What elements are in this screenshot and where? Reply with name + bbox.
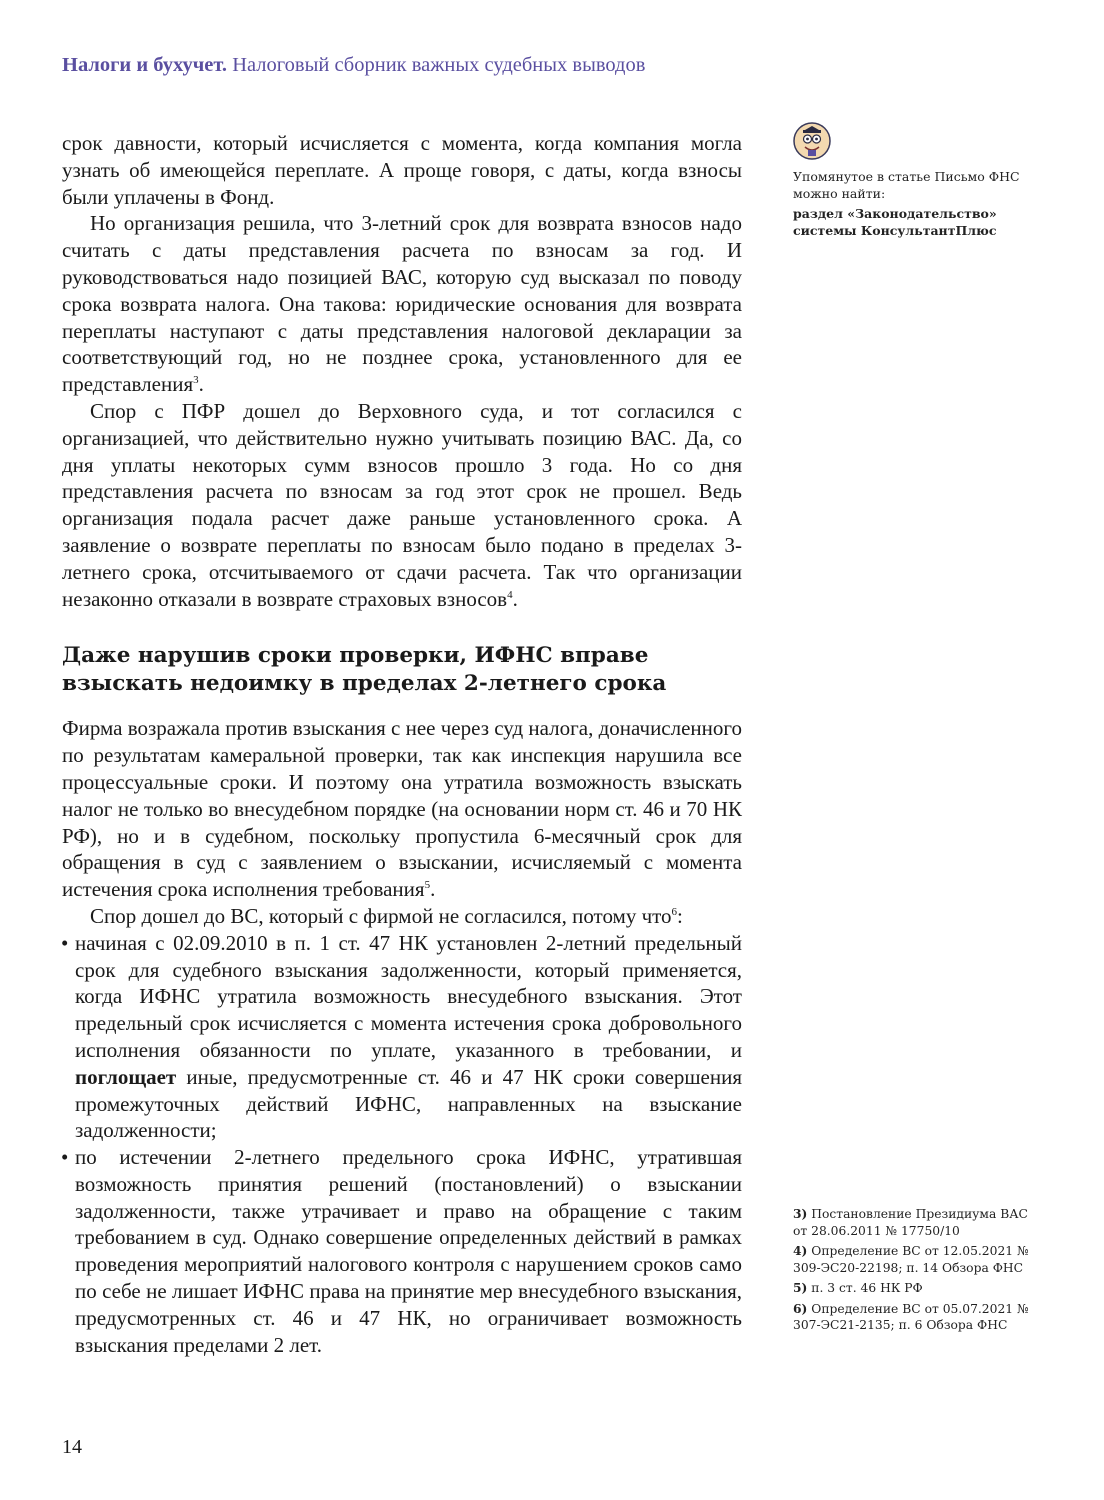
punctuation: . (512, 586, 518, 611)
footnote-number: 6) (793, 1300, 808, 1316)
paragraph (62, 903, 742, 930)
article-body (62, 130, 742, 1358)
paragraph-text: срок давности, который исчисляется с момента, когда компания могла узнать об имеющейся переплате. А проще говоря, с даты, когда взносы были уплачены в Фонд. (62, 131, 742, 209)
footnote (793, 1206, 1033, 1239)
footnotes (793, 1206, 1033, 1338)
page-number: 14 (62, 1436, 82, 1458)
paragraph-text: Но организация решила, что 3-летний срок для возврата взносов надо считать с даты представления расчета по взносам за год. И руководствоваться надо позицией ВАС, которую суд высказал по поводу срока возврата налога. Она такова: юридические основания для возврата переплаты наступают с даты представления налоговой декларации за соответствующий год, но не позднее срока, установленного для ее представления (62, 211, 742, 397)
footnote-text: Определение ВС от 12.05.2021 № 309-ЭС20-22198; п. 14 Обзора ФНС (793, 1244, 1029, 1275)
sidebar-note-text: Упомянутое в статье Письмо ФНС можно найти: (793, 169, 1020, 201)
footnote-text: Определение ВС от 05.07.2021 № 307-ЭС21-2135; п. 6 Обзора ФНС (793, 1301, 1029, 1332)
footnote-number: 5) (793, 1280, 808, 1295)
footnote-text: п. 3 ст. 46 НК РФ (807, 1281, 923, 1295)
list-item-text: иные, предусмотренные ст. 46 и 47 НК сроки совершения промежуточных действий ИФНС, направленных на взыскание задолженности; (75, 1064, 742, 1143)
section-heading: Даже нарушив сроки проверки, ИФНС вправе взыскать недоимку в пределах 2-летнего срока (62, 643, 667, 697)
header-title: Налоги и бухучет. (62, 54, 228, 76)
paragraph-text: Спор дошел до ВС, который с фирмой не согласился, потому что (90, 903, 672, 928)
paragraph-text: Спор с ПФР дошел до Верховного суда, и тот согласился с организацией, что действительно нужно учитывать позицию ВАС. Да, со дня уплаты некоторых сумм взносов прошло 3 года. Но со дня представления расчета по взносам за год этот срок не прошел. Ведь организация подала расчет даже раньше установленного срока. А заявление о возврате переплаты по взносам было подано в пределах 3-летнего срока, отсчитываемого от сдачи расчета. Так что организации незаконно отказали в возврате страховых взносов (62, 398, 742, 611)
bullet-icon: • (61, 1145, 69, 1170)
paragraph-text: Фирма возражала против взыскания с нее через суд налога, доначисленного по результатам камеральной проверки, так как инспекция нарушила все процессуальные сроки. И поэтому она утратила возможность взыскать налог не только во внесудебном порядке (на основании норм ст. 46 и 70 НК РФ), но и в судебном, поскольку пропустила 6-месячный срок для обращения в суд с заявлением о взыскании, исчисляемый с момента истечения срока исполнения требования (62, 716, 742, 902)
footnote-ref[interactable]: 3 (193, 374, 199, 387)
list-item (62, 930, 742, 1144)
paragraph (62, 130, 742, 210)
sidebar-note-location: раздел «Законодательство» системы КонсультантПлюс (793, 206, 997, 238)
footnote (793, 1280, 1033, 1297)
footnote (793, 1243, 1033, 1276)
paragraph (62, 398, 742, 612)
footnote-ref[interactable]: 5 (424, 879, 431, 892)
punctuation: . (430, 877, 436, 902)
footnote-ref[interactable]: 6 (671, 905, 678, 918)
footnote-number: 3) (793, 1206, 808, 1221)
sidebar-note (793, 169, 1023, 239)
list-item (62, 1144, 742, 1358)
punctuation: : (677, 903, 683, 928)
bullet-list (62, 930, 742, 1359)
running-header (62, 54, 645, 77)
punctuation: . (198, 372, 204, 397)
consultant-mascot-icon (793, 122, 831, 160)
footnote-text: Постановление Президиума ВАС от 28.06.2011 № 17750/10 (793, 1207, 1028, 1238)
footnote-ref[interactable]: 4 (507, 588, 513, 601)
emphasis-text: поглощает (75, 1064, 177, 1089)
paragraph (62, 210, 742, 398)
paragraph (62, 715, 742, 903)
footnote-number: 4) (793, 1243, 808, 1258)
bullet-icon: • (61, 930, 69, 955)
list-item-text: по истечении 2-летнего предельного срока ИФНС, утратившая возможность принятия решений (постановлений) о взыскании задолженности, также утрачивает и право на обращение с таким требованием в суд. Однако совершение определенных действий в рамках проведения мероприятий налогового контроля с нарушением сроков само по себе не лишает ИФНС права на принятие мер внесудебного взыскания, предусмотренных ст. 46 и 47 НК, но ограничивает возможность взыскания пределами 2 лет. (75, 1145, 742, 1357)
list-item-text: начиная с 02.09.2010 в п. 1 ст. 47 НК установлен 2-летний предельный срок для судебного взыскания задолженности, который применяется, когда ИФНС утратила возможность внесудебного взыскания. Этот предельный срок исчисляется с момента истечения срока добровольного исполнения обязанности по уплате, указанного в требовании, и (75, 930, 742, 1062)
header-subtitle: Налоговый сборник важных судебных выводов (227, 54, 646, 76)
footnote (793, 1301, 1033, 1334)
